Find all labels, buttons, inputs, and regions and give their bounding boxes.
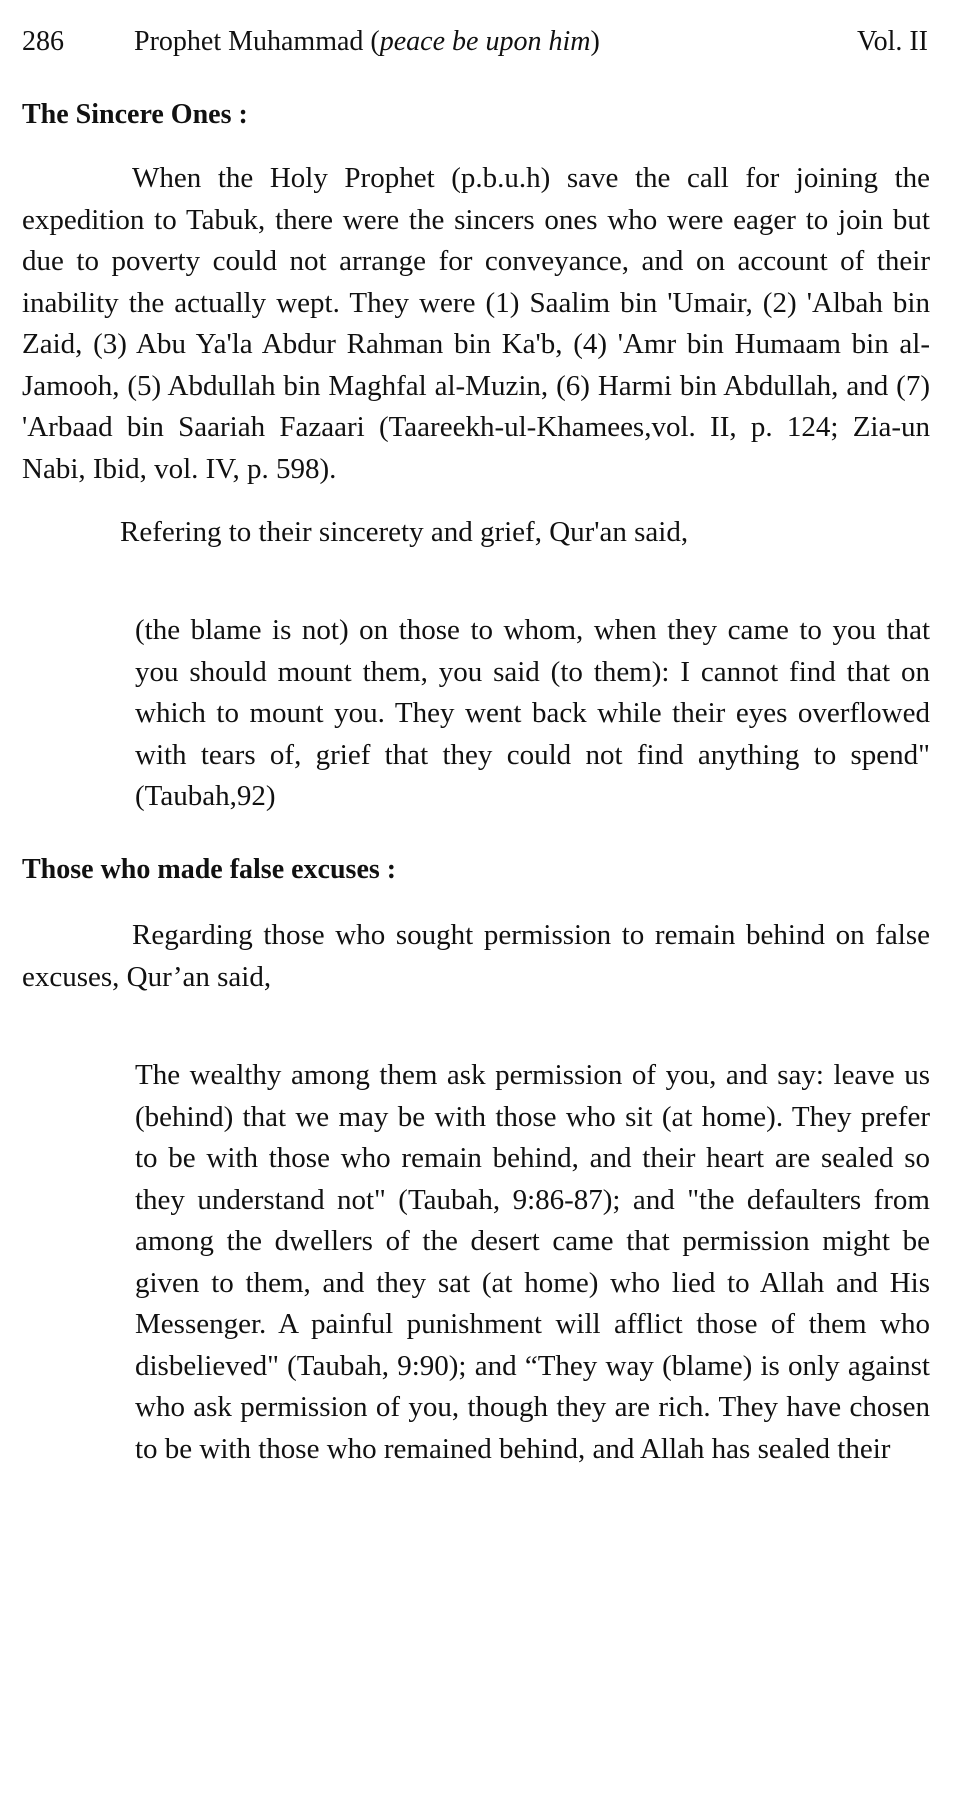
book-title-plain: Prophet Muhammad ( xyxy=(134,26,380,57)
running-header xyxy=(22,22,928,62)
sincere-ones-quote: (the blame is not) on those to whom, when they came to you that you should mount them, you said (to them): I cannot find that on which to mount you. They went back while their eyes overflowed with tears of, grief that they could not find anything to spend" (Taubah,92) xyxy=(135,614,930,812)
page-number: 286 xyxy=(22,26,64,57)
sincere-ones-quote-intro: Refering to their sincerety and grief, Qur'an said, xyxy=(120,516,689,548)
book-title-italic: peace be upon him xyxy=(379,26,591,57)
sincere-ones-paragraph: When the Holy Prophet (p.b.u.h) save the call for joining the expedition to Tabuk, there were the sincers ones who were eager to join but due to poverty could not arrange for conveyance, and on account of their inability the actually wept. They were (1) Saalim bin 'Umair, (2) 'Albah bin Zaid, (3) Abu Ya'la Abdur Rahman bin Ka'b, (4) 'Amr bin Humaam bin al-Jamooh, (5) Abdullah bin Maghfal al-Muzin, (6) Harmi bin Abdullah, and (7) 'Arbaad bin Saariah Fazaari (Taareekh-ul-Khamees,vol. II, p. 124; Zia-un Nabi, Ibid, vol. IV, p. 598). xyxy=(22,162,930,485)
false-excuses-paragraph: Regarding those who sought permission to remain behind on false excuses, Qur’an said, xyxy=(22,919,930,993)
section-heading-sincere-ones: The Sincere Ones : xyxy=(22,99,248,130)
book-title-close: ) xyxy=(590,26,600,57)
section-heading-false-excuses: Those who made false excuses : xyxy=(22,854,397,885)
volume-label: Vol. II xyxy=(856,26,928,57)
book-title xyxy=(134,22,600,62)
false-excuses-quote: The wealthy among them ask permission of you, and say: leave us (behind) that we may be with those who sit (at home). They prefer to be with those who remain behind, and their heart are sealed so they understand not" (Taubah, 9:86-87); and "the defaulters from among the dwellers of the desert came that permission might be given to them, and they sat (at home) who lied to Allah and His Messenger. A painful punishment will afflict those of them who disbelieved" (Taubah, 9:90); and “They way (blame) is only against who ask permission of you, though they are rich. They have chosen to be with those who remained behind, and Allah has sealed their xyxy=(135,1059,930,1465)
